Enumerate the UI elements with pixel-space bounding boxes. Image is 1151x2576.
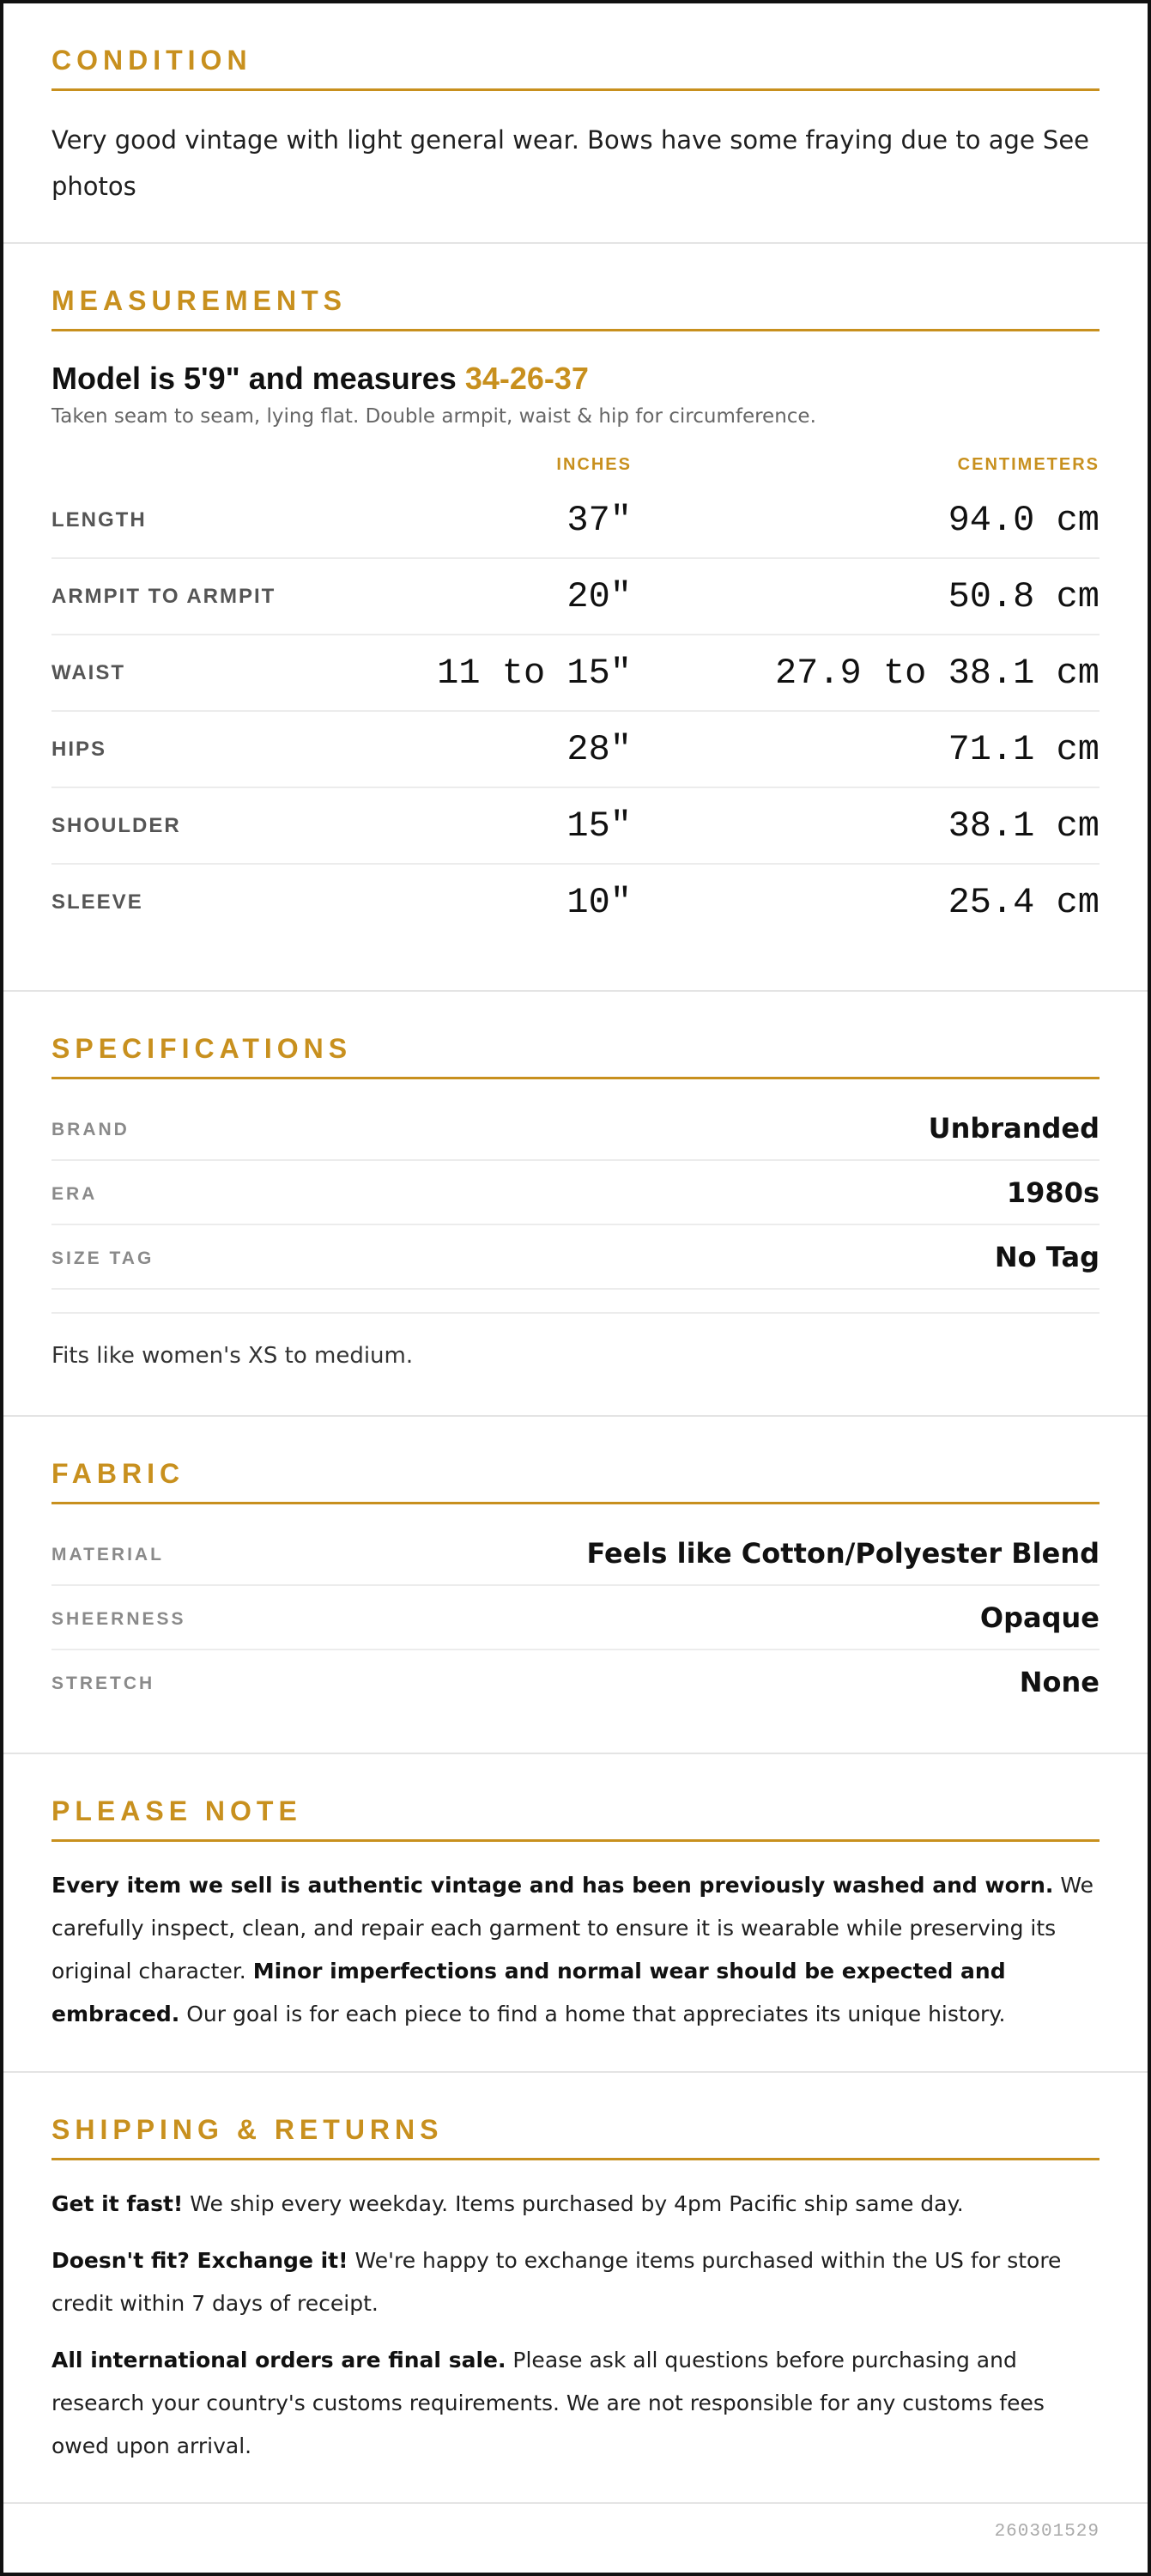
spec-row-brand: [51, 1097, 1100, 1161]
fabric-list: [51, 1522, 1100, 1715]
sku-number: 260301529: [994, 2522, 1100, 2542]
shipping-paragraph-1: [51, 2183, 1100, 2226]
fabric-row-sheerness: [51, 1586, 1100, 1650]
spec-label: BRAND: [51, 1120, 130, 1139]
measurement-inches: 11 to 15": [437, 653, 632, 694]
measurement-label: SHOULDER: [51, 814, 181, 837]
measurement-inches: 28": [566, 729, 632, 770]
measurement-label: LENGTH: [51, 508, 147, 532]
spec-value: 1980s: [1006, 1176, 1100, 1209]
measurement-row-shoulder: [51, 788, 1100, 865]
measurement-label: SLEEVE: [51, 890, 143, 914]
fabric-row-stretch: [51, 1650, 1100, 1715]
measurement-table: [51, 483, 1100, 941]
measurement-row-sleeve: [51, 865, 1100, 941]
fabric-value: None: [1019, 1666, 1100, 1698]
fabric-label: MATERIAL: [51, 1545, 164, 1564]
measurement-inches: 20": [566, 576, 632, 617]
measurement-inches: 15": [566, 805, 632, 847]
shipping-bold-1: Get it fast!: [51, 2191, 184, 2216]
measurement-label: ARMPIT TO ARMPIT: [51, 585, 276, 608]
specifications-section: [3, 992, 1148, 1417]
model-measures-value: 34-26-37: [464, 361, 589, 396]
fit-note: Fits like women's XS to medium.: [51, 1343, 414, 1369]
condition-heading: CONDITION: [51, 45, 1100, 91]
measurement-row-waist: [51, 635, 1100, 712]
measurement-cm: 38.1 cm: [948, 805, 1100, 847]
fabric-label: STRETCH: [51, 1674, 155, 1693]
shipping-text-3: Please ask all questions before purchasing and research your country's customs requirements. We are not responsible for any customs fees owed upon arrival.: [51, 2348, 1045, 2458]
model-prefix: Model is 5'9" and measures: [51, 361, 465, 396]
measurement-row-length: [51, 483, 1100, 559]
please-note-section: [3, 1754, 1148, 2073]
measurement-cm: 27.9 to 38.1 cm: [774, 653, 1100, 694]
specifications-heading: SPECIFICATIONS: [51, 1033, 1100, 1079]
shipping-bold-2: Doesn't fit? Exchange it!: [51, 2248, 348, 2273]
shipping-paragraph-2: [51, 2239, 1100, 2325]
condition-text: Very good vintage with light general wear. Bows have some fraying due to age See photos: [51, 125, 1090, 201]
spec-value: Unbranded: [928, 1112, 1100, 1145]
spec-divider: [51, 1290, 1100, 1314]
shipping-section: [3, 2073, 1148, 2504]
note-text-1: We carefully inspect, clean, and repair each garment to ensure it is wearable while preserving its original character.: [51, 1873, 1093, 1984]
measurements-heading: MEASUREMENTS: [51, 285, 1100, 331]
fabric-heading: FABRIC: [51, 1458, 1100, 1504]
shipping-bold-3: All international orders are final sale.: [51, 2348, 506, 2372]
measurement-label: WAIST: [51, 661, 125, 684]
measurement-table-header: [51, 448, 1100, 483]
measurement-cm: 50.8 cm: [948, 576, 1100, 617]
fabric-label: SHEERNESS: [51, 1609, 186, 1629]
specifications-list: [51, 1097, 1100, 1314]
shipping-text-1: We ship every weekday. Items purchased by 4pm Pacific ship same day.: [183, 2191, 964, 2216]
please-note-heading: PLEASE NOTE: [51, 1795, 1100, 1842]
spec-label: ERA: [51, 1184, 98, 1204]
please-note-text: [51, 1864, 1100, 2036]
note-bold-1: Every item we sell is authentic vintage and has been previously washed and worn.: [51, 1873, 1054, 1898]
measurement-row-armpit: [51, 559, 1100, 635]
measurement-inches: 37": [566, 500, 632, 541]
measurement-cm: 94.0 cm: [948, 500, 1100, 541]
spec-row-era: [51, 1161, 1100, 1225]
note-text-2: Our goal is for each piece to find a home that appreciates its unique history.: [179, 2002, 1006, 2026]
fabric-value: Feels like Cotton/Polyester Blend: [586, 1537, 1100, 1570]
measurement-cm: 25.4 cm: [948, 882, 1100, 923]
shipping-text-2: We're happy to exchange items purchased within the US for store credit within 7 days of receipt.: [51, 2248, 1062, 2316]
shipping-paragraph-3: [51, 2339, 1100, 2468]
model-measurements: [51, 361, 1100, 397]
measurement-cm: 71.1 cm: [948, 729, 1100, 770]
measurement-row-hips: [51, 712, 1100, 788]
measurement-note: Taken seam to seam, lying flat. Double armpit, waist & hip for circumference.: [51, 405, 816, 428]
inches-column-header: INCHES: [556, 455, 632, 474]
spec-value: No Tag: [994, 1241, 1100, 1273]
measurement-label: HIPS: [51, 738, 107, 761]
condition-section: [3, 3, 1148, 244]
fabric-row-material: [51, 1522, 1100, 1586]
shipping-heading: SHIPPING & RETURNS: [51, 2114, 1100, 2160]
measurements-section: [3, 244, 1148, 992]
fabric-section: [3, 1417, 1148, 1754]
spec-row-size-tag: [51, 1225, 1100, 1290]
measurement-inches: 10": [566, 882, 632, 923]
centimeters-column-header: CENTIMETERS: [957, 455, 1100, 474]
note-bold-2: Minor imperfections and normal wear should be expected and embraced.: [51, 1959, 1006, 2026]
fabric-value: Opaque: [979, 1601, 1100, 1634]
spec-label: SIZE TAG: [51, 1249, 154, 1268]
